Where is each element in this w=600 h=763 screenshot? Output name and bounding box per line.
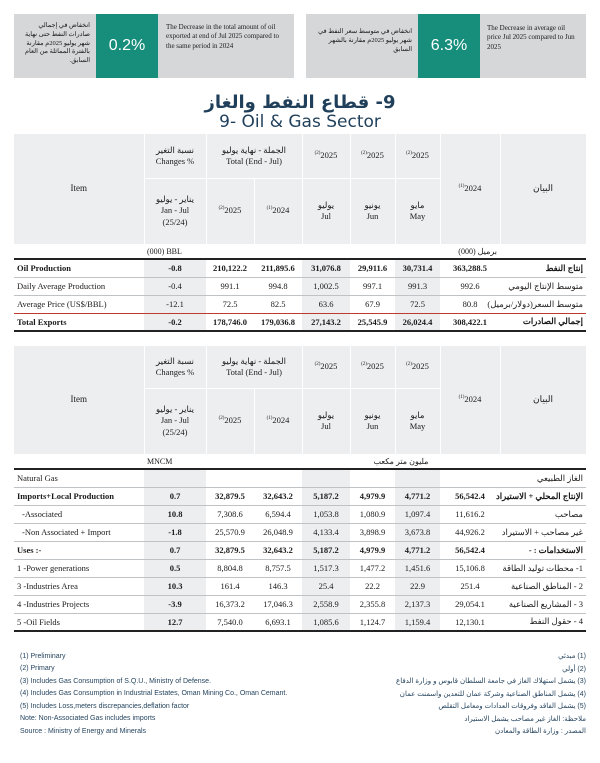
- gas-header-jul: يوليو Jul: [302, 388, 350, 454]
- gas-unit-en: MNCM: [147, 456, 173, 466]
- footnote-row: Source : Ministry of Energy and Minerals المصدر : وزارة الطاقة والمعادن: [20, 727, 586, 736]
- gas-header-statement: البيان: [500, 346, 586, 454]
- header-statement: البيان: [500, 134, 586, 244]
- header-2025-may-top: $^{(2)}$2025: [395, 134, 440, 178]
- header-changes: نسبة التغير Changes %: [144, 134, 206, 178]
- section-title-en: 9- Oil & Gas Sector: [219, 112, 381, 132]
- footnote-row: (5) Includes Loss,meters discrepancies,deflation factor (5) يشمل الفاقد وفروقات العدادات ومعامل التقلص: [20, 702, 586, 711]
- highlight-exports: [14, 14, 294, 78]
- header-range: يناير - يوليو Jan - Jul (25/24): [144, 178, 206, 244]
- gas-unit-ar: مليون متر مكعب: [373, 456, 429, 466]
- highlight-price-ar: انخفاض في متوسط سعر النفط في شهر يوليو 2025م مقارنة بالشهر السابق: [306, 14, 418, 78]
- gas-header-range: يناير - يوليو Jan - Jul (25/24): [144, 388, 206, 454]
- table-row: 1 -Power generations 0.5 8,804.8 8,757.5 1,517.3 1,477.2 1,451.6 15,106.8 1- محطات توليد الطاقة: [14, 559, 586, 577]
- header-2024: $^{(1)}$2024: [440, 134, 500, 244]
- table-row: -Associated 10.8 7,308.6 6,594.4 1,053.8 1,080.9 1,097.4 11,616.2 مصاحب: [14, 505, 586, 523]
- gas-header-may: مايو May: [395, 388, 440, 454]
- oil-table: [14, 134, 587, 332]
- table-row: Oil Production -0.8 210,122.2 211,895.6 31,076.8 29,911.6 30,731.4 363,288.5 إنتاج النفط: [14, 259, 586, 277]
- table-row: 4 -Industries Projects -3.9 16,373.2 17,046.3 2,558.9 2,355.8 2,137.3 29,054.1 3 - المشاريع الصناعية: [14, 595, 586, 613]
- table-row: Daily Average Production -0.4 991.1 994.8 1,002.5 997.1 991.3 992.6 متوسط الإنتاج اليومي: [14, 277, 586, 295]
- highlight-exports-ar: انخفاض في إجمالي صادرات النفط حتى نهاية شهر يوليو 2025م مقارنة بالفترة المماثلة من العام السابق.: [14, 14, 96, 78]
- gas-header-2025-may-top: $^{(2)}$2025: [395, 346, 440, 388]
- gas-header-total: الجملة - نهاية يوليو Total (End - Jul): [206, 346, 302, 388]
- header-jun: يونيو Jun: [350, 178, 395, 244]
- footnote-row: (3) Includes Gas Consumption of S.Q.U., Ministry of Defense. (3) يشمل استهلاك الغاز في جامعة السلطان قابوس و وزارة الدفاع: [20, 677, 586, 686]
- table-row-natural-gas: Natural Gas الغاز الطبيعي: [14, 469, 586, 487]
- gas-header-changes: نسبة التغير Changes %: [144, 346, 206, 388]
- header-2025-jul-top: $^{(2)}$2025: [302, 134, 350, 178]
- table-row: -Non Associated + Import -1.8 25,570.9 26,048.9 4,133.4 3,898.9 3,673.8 44,926.2 غير مصاحب + الاستيراد: [14, 523, 586, 541]
- highlight-exports-en: The Decrease in the total amount of oil exported at end of Jul 2025 compared to the same period in 2024: [158, 14, 294, 78]
- header-item: Item: [14, 134, 144, 244]
- gas-header-total-2024: $^{(1)}$2024: [254, 388, 302, 454]
- gas-table: [14, 346, 587, 632]
- gas-header-2025-jul-top: $^{(2)}$2025: [302, 346, 350, 388]
- footnotes: [20, 650, 586, 738]
- oil-unit-en: (000) BBL: [147, 246, 182, 256]
- section-title-ar: 9- قطاع النفط والغاز: [204, 92, 396, 113]
- footnote-row: (1) Preliminary (1) مبدئي: [20, 652, 586, 661]
- table-row: Total Exports -0.2 178,746.0 179,036.8 27,143.2 25,545.9 26,024.4 308,422.1 إجمالي الصادرات: [14, 313, 586, 331]
- highlight-exports-pct: 0.2%: [96, 14, 158, 78]
- header-total: الجملة - نهاية يوليو Total (End - Jul): [206, 134, 302, 178]
- header-jul: يوليو Jul: [302, 178, 350, 244]
- gas-header-item: Item: [14, 346, 144, 454]
- header-2025-jun-top: $^{(2)}$2025: [350, 134, 395, 178]
- footnote-row: Note: Non-Associated Gas includes imports ملاحظة: الغاز غير مصاحب يشمل الاستيراد: [20, 715, 586, 723]
- highlights-row: [14, 14, 586, 78]
- footnote-row: (2) Primary (2) أولي: [20, 665, 586, 673]
- table-row: Uses :- 0.7 32,879.5 32,643.2 5,187.2 4,979.9 4,771.2 56,542.4 الاستخدامات : -: [14, 541, 586, 559]
- table-row: Imports+Local Production 0.7 32,879.5 32,643.2 5,187.2 4,979.9 4,771.2 56,542.4 الإنتاج المحلي + الاستيراد: [14, 487, 586, 505]
- highlight-price-pct: 6.3%: [418, 14, 480, 78]
- table-row: 5 -Oil Fields 12.7 7,540.0 6,693.1 1,085.6 1,124.7 1,159.4 12,130.1 4 - حقول النفط: [14, 613, 586, 631]
- gas-header-2024: $^{(1)}$2024: [440, 346, 500, 454]
- gas-header-jun: يونيو Jun: [350, 388, 395, 454]
- footnote-row: (4) Includes Gas Consumption in Industrial Estates, Oman Mining Co., Oman Cemant. (4) يشمل المناطق الصناعية وشركة عمان للتعدين واسمنت عمان: [20, 690, 586, 698]
- gas-header-2025-jun-top: $^{(2)}$2025: [350, 346, 395, 388]
- header-total-2024: $^{(1)}$2024: [254, 178, 302, 244]
- header-total-2025: $^{(2)}$2025: [206, 178, 254, 244]
- highlight-price: [306, 14, 586, 78]
- gas-header-total-2025: $^{(2)}$2025: [206, 388, 254, 454]
- table-row: Average Price (US$/BBL) -12.1 72.5 82.5 63.6 67.9 72.5 80.8 متوسط السعر(دولار/برميل): [14, 295, 586, 313]
- header-may: مايو May: [395, 178, 440, 244]
- highlight-price-en: The Decrease in average oil price Jul 2025 compared to Jun 2025: [480, 14, 586, 78]
- oil-unit-ar: برميل (000): [458, 246, 497, 256]
- table-row: 3 -Industries Area 10.3 161.4 146.3 25.4 22.2 22.9 251.4 2 - المناطق الصناعية: [14, 577, 586, 595]
